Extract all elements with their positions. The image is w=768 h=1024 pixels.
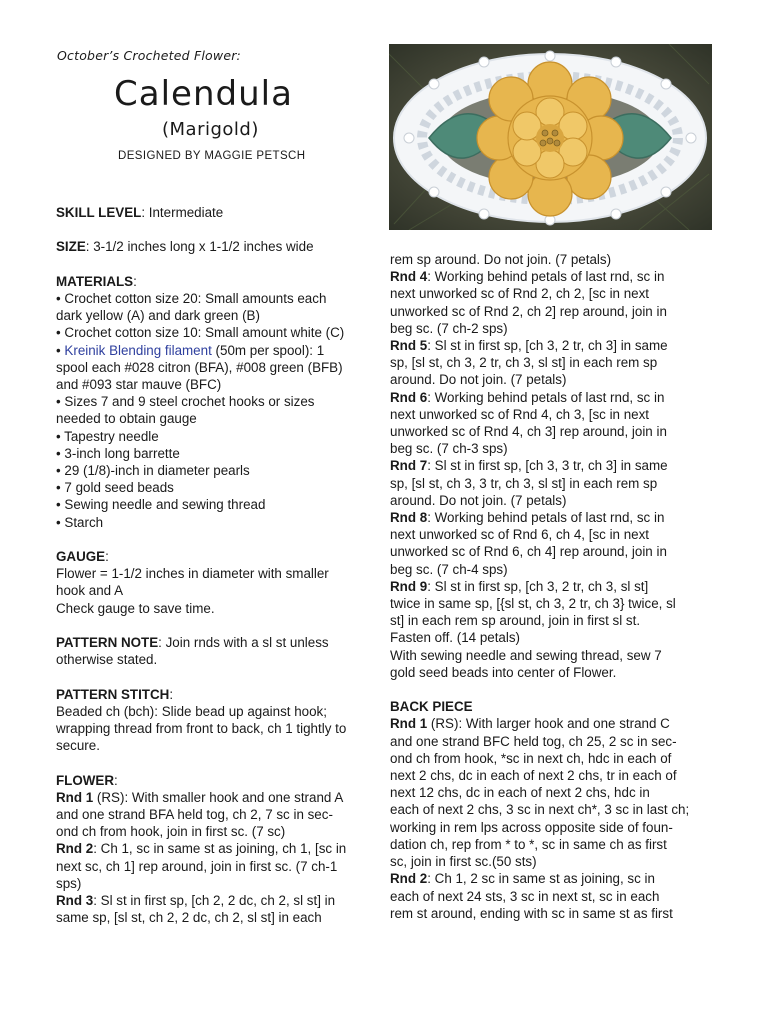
- round-3: Rnd 3: Sl st in first sp, [ch 2, 2 dc, ch 2, sl st] in: [56, 893, 336, 909]
- round-7: Rnd 7: Sl st in first sp, [ch 3, 3 tr, ch 3] in same: [390, 458, 668, 474]
- materials-line: and #093 star mauve (BFC): [56, 377, 222, 392]
- left-column: [56, 204, 378, 926]
- sewing-instruction: gold seed beads into center of Flower.: [390, 664, 617, 680]
- round-line: unworked sc of Rnd 4, ch 3] rep around, join in: [390, 424, 667, 440]
- round-line: dation ch, rep from * to *, sc in same ch as first: [390, 836, 667, 852]
- round-line: same sp, [sl st, ch 2, 2 dc, ch 2, sl st] in each: [56, 910, 322, 926]
- round-line: around. Do not join. (7 petals): [390, 372, 567, 388]
- stitch-line: secure.: [56, 738, 100, 754]
- round-line: Fasten off. (14 petals): [390, 630, 521, 646]
- designer-credit: DESIGNED BY MAGGIE PETSCH: [118, 150, 306, 162]
- round-line: next sc, ch 1] rep around, join in first sc. (7 ch-1: [56, 858, 338, 874]
- round-line: ond ch from hook, join in first sc. (7 sc): [56, 824, 286, 840]
- materials-line: • Kreinik Blending filament (50m per spool): 1: [56, 342, 325, 358]
- pattern-overline: October’s Crocheted Flower:: [57, 48, 241, 63]
- round-line: next unworked sc of Rnd 6, ch 4, [sc in next: [390, 527, 650, 543]
- back-round-1: Rnd 1 (RS): With larger hook and one strand C: [390, 716, 670, 732]
- round-line: and one strand BFA held tog, ch 2, 7 sc in sec-: [56, 807, 333, 823]
- materials-line: • Sizes 7 and 9 steel crochet hooks or sizes: [56, 394, 315, 410]
- materials-line: • Tapestry needle: [56, 428, 159, 444]
- materials-line: needed to obtain gauge: [56, 411, 197, 427]
- round-line: rem sp around. Do not join. (7 petals): [390, 252, 612, 267]
- round-line: unworked sc of Rnd 6, ch 4] rep around, join in: [390, 544, 667, 560]
- materials-line: • Crochet cotton size 20: Small amounts each: [56, 290, 327, 306]
- crocheted-calendula-barrette-photo: [389, 44, 712, 230]
- kreinik-link[interactable]: Kreinik Blending filament: [64, 342, 212, 358]
- materials-line: • Crochet cotton size 10: Small amount white (C): [56, 325, 345, 341]
- round-4: Rnd 4: Working behind petals of last rnd, sc in: [390, 269, 665, 285]
- flower-heading: FLOWER:: [56, 772, 118, 788]
- round-line: beg sc. (7 ch-3 sps): [390, 441, 508, 457]
- round-line: beg sc. (7 ch-2 sps): [390, 320, 508, 336]
- round-1: Rnd 1 (RS): With smaller hook and one strand A: [56, 789, 344, 805]
- gauge-heading: GAUGE:: [56, 549, 109, 565]
- round-line: next 12 chs, dc in each of next 2 chs, hdc in: [390, 785, 650, 801]
- materials-line: • Starch: [56, 514, 104, 530]
- materials-line: spool each #028 citron (BFA), #008 green (BFB): [56, 359, 343, 375]
- round-2: Rnd 2: Ch 1, sc in same st as joining, ch 1, [sc in: [56, 841, 347, 857]
- round-line: unworked sc of Rnd 2, ch 2] rep around, join in: [390, 303, 667, 319]
- gauge-line: Check gauge to save time.: [56, 600, 215, 616]
- round-line: sps): [56, 875, 82, 891]
- stitch-line: wrapping thread from front to back, ch 1 tightly to: [56, 721, 347, 737]
- round-line: working in rem lps across opposite side of foun-: [390, 819, 673, 835]
- round-line: sp, [sl st, ch 3, 2 tr, ch 3, sl st] in each rem sp: [390, 355, 658, 371]
- round-line: next unworked sc of Rnd 4, ch 3, [sc in next: [390, 406, 650, 422]
- pattern-note: PATTERN NOTE: Join rnds with a sl st unless: [56, 635, 329, 651]
- materials-line: dark yellow (A) and dark green (B): [56, 308, 260, 324]
- pattern-title: Calendula: [114, 74, 293, 114]
- round-line: around. Do not join. (7 petals): [390, 492, 567, 508]
- gauge-line: hook and A: [56, 583, 124, 599]
- round-line: twice in same sp, [{sl st, ch 3, 2 tr, ch 3} twice, sl: [390, 596, 676, 612]
- pattern-stitch-heading: PATTERN STITCH:: [56, 686, 174, 702]
- sewing-instruction: With sewing needle and sewing thread, sew 7: [390, 647, 662, 663]
- round-line: ond ch from hook, *sc in next ch, hdc in each of: [390, 750, 672, 766]
- back-round-2: Rnd 2: Ch 1, 2 sc in same st as joining, sc in: [390, 871, 655, 887]
- round-line: sc, join in first sc.(50 sts): [390, 854, 537, 870]
- round-line: and one strand BFC held tog, ch 25, 2 sc in sec-: [390, 733, 677, 749]
- round-line: next 2 chs, dc in each of next 2 chs, tr in each of: [390, 768, 677, 784]
- round-line: each of next 24 sts, 3 sc in next st, sc in each: [390, 888, 660, 904]
- pattern-note-line: otherwise stated.: [56, 652, 158, 668]
- skill-level: SKILL LEVEL: Intermediate: [56, 205, 224, 220]
- size: SIZE: 3-1/2 inches long x 1-1/2 inches wide: [56, 239, 314, 255]
- materials-line: • 29 (1/8)-inch in diameter pearls: [56, 463, 250, 479]
- materials-line: • 3-inch long barrette: [56, 445, 180, 461]
- round-line: next unworked sc of Rnd 2, ch 2, [sc in next: [390, 286, 650, 302]
- round-line: rem st around, ending with sc in same st as first: [390, 905, 673, 921]
- materials-line: • Sewing needle and sewing thread: [56, 497, 266, 513]
- round-6: Rnd 6: Working behind petals of last rnd, sc in: [390, 389, 665, 405]
- round-5: Rnd 5: Sl st in first sp, [ch 3, 2 tr, ch 3] in same: [390, 338, 668, 354]
- round-line: each of next 2 chs, 3 sc in next ch*, 3 sc in last ch;: [390, 802, 690, 818]
- round-8: Rnd 8: Working behind petals of last rnd, sc in: [390, 510, 665, 526]
- materials-line: • 7 gold seed beads: [56, 480, 174, 496]
- right-column: [390, 251, 712, 922]
- back-piece-heading: BACK PIECE: [390, 699, 473, 715]
- stitch-line: Beaded ch (bch): Slide bead up against hook;: [56, 703, 327, 719]
- gauge-line: Flower = 1-1/2 inches in diameter with smaller: [56, 566, 329, 582]
- round-line: beg sc. (7 ch-4 sps): [390, 561, 508, 577]
- round-9: Rnd 9: Sl st in first sp, [ch 3, 2 tr, ch 3, sl st]: [390, 578, 649, 594]
- round-line: st] in each rem sp around, join in first sl st.: [390, 613, 641, 629]
- materials-heading: MATERIALS:: [56, 273, 137, 289]
- round-line: sp, [sl st, ch 3, 3 tr, ch 3, sl st] in each rem sp: [390, 475, 658, 491]
- pattern-subtitle: (Marigold): [162, 119, 259, 140]
